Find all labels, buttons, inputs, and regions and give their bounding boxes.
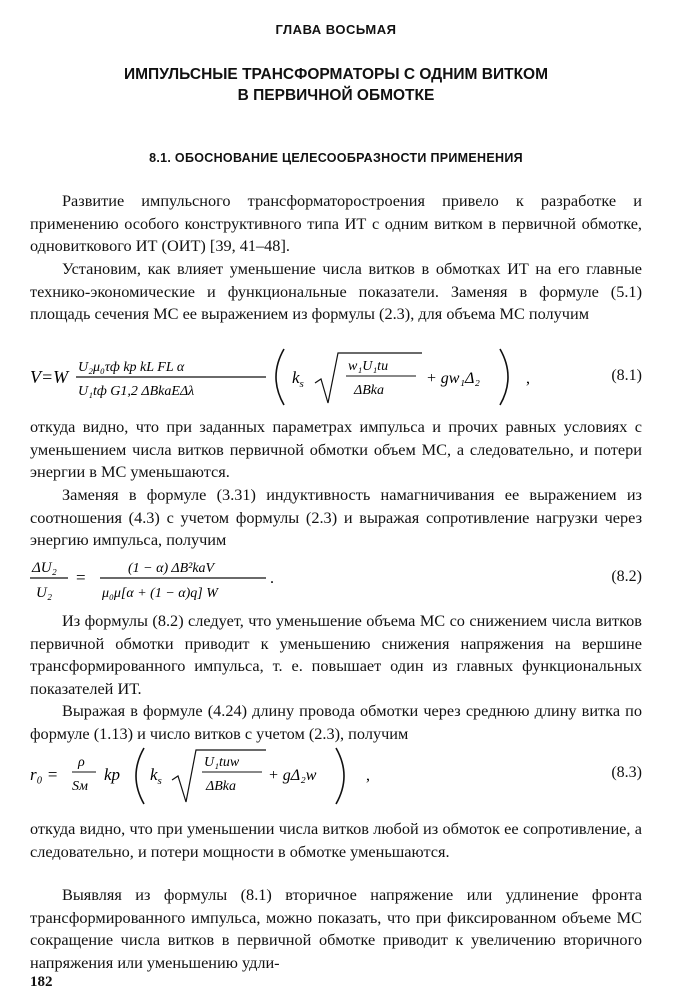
formula-8-2-lhs-denominator: U₂ xyxy=(36,585,53,601)
formula-8-3-left-paren xyxy=(136,748,144,804)
chapter-heading: ГЛАВА ВОСЬМАЯ xyxy=(275,22,397,37)
formula-8-2-equals: = xyxy=(76,568,86,587)
formula-8-2-number: (8.2) xyxy=(611,568,642,585)
formula-8-3-frac-numerator: ρ xyxy=(78,755,85,770)
formula-8-3-ks: $k_s$ xyxy=(150,765,162,787)
paragraph-8: Выявляя из формулы (8.1) вторичное напряжение или удлинение фронта трансформированного импульса, можно показать, что при фиксированном объеме МС сокращение числа витков в первичной обмотке приводит к увеличению вторичного напряжения или уменьшению удли- xyxy=(30,885,642,972)
formula-8-3-lhs: r₀ = xyxy=(30,765,59,784)
paragraph-5: Из формулы (8.2) следует, что уменьшение объема МС со снижением числа витков первичной обмотки приводит к уменьшению снижения напряжения на вершине трансформированного импульса, т. е. повышает один из главных функциональных показателей ИТ. xyxy=(30,611,642,698)
formula-8-3-tail: + gΔ₂w xyxy=(268,767,317,784)
paragraph-2: Установим, как влияет уменьшение числа витков в обмотках ИТ на его главные технико-экономические и функциональные показатели. Заменяя в формуле (5.1) площадь сечения МС ее выражением из формулы (2.3), для объема МС получим xyxy=(30,259,642,324)
formula-8-1-denominator: U₁tф G1,2 ΔBkaEΔλ xyxy=(78,384,195,399)
paragraph-4: Заменяя в формуле (3.31) индуктивность намагничивания ее выражением из соотношения (4.3) с учетом формулы (2.3) и выражая сопротивление нагрузки через энергию импульса, получим xyxy=(30,485,642,550)
formula-8-1-comma: , xyxy=(526,370,530,387)
paragraph-1: Развитие импульсного трансформаторостроения привело к разработке и применению особого конструктивного типа ИТ с одним витком в первичной обмотке, одновиткового ИТ (ОИТ) [39, 41–48]. xyxy=(30,191,642,256)
formula-8-3-graphic xyxy=(30,744,590,808)
page-number: 182 xyxy=(30,974,53,990)
formula-8-3-number: (8.3) xyxy=(611,764,642,781)
paragraph-6: Выражая в формуле (4.24) длину провода обмотки через среднюю длину витка по формуле (1.13) и число витков с учетом (2.3), получим xyxy=(30,701,642,743)
formula-8-3-radical-numerator: U₁tиw xyxy=(204,755,240,770)
chapter-title xyxy=(30,64,642,106)
formula-8-3-right-paren xyxy=(336,748,344,804)
formula-8-1-tail: + gw₁Δ₂ xyxy=(426,370,480,387)
section-heading: 8.1. ОБОСНОВАНИЕ ЦЕЛЕСООБРАЗНОСТИ ПРИМЕНЕНИЯ xyxy=(149,151,523,165)
formula-8-1-radical-numerator: w₁U₁tи xyxy=(348,359,389,374)
formula-8-3 xyxy=(30,744,642,808)
paragraph-3: откуда видно, что при заданных параметрах импульса и прочих равных условиях с уменьшением числа витков первичной обмотки объем МС, а следовательно, и потери энергии в МС уменьшаются. xyxy=(30,417,642,482)
chapter-title-line-1: ИМПУЛЬСНЫЕ ТРАНСФОРМАТОРЫ С ОДНИМ ВИТКОМ xyxy=(124,66,548,83)
formula-8-1-ks: $k_s$ xyxy=(292,368,304,390)
formula-8-3-radical-denominator: ΔBka xyxy=(206,779,236,794)
formula-8-1 xyxy=(30,345,642,409)
formula-8-1-right-paren xyxy=(500,349,508,405)
formula-8-3-kp: kp xyxy=(104,765,121,784)
formula-8-2-dot: . xyxy=(270,570,274,587)
chapter-title-line-2: В ПЕРВИЧНОЙ ОБМОТКЕ xyxy=(237,87,435,104)
book-page xyxy=(30,0,642,1000)
paragraph-7: откуда видно, что при уменьшении числа витков любой из обмоток ее сопротивление, а следовательно, и потери мощности в обмотке уменьшаются. xyxy=(30,819,642,861)
formula-8-1-number: (8.1) xyxy=(611,367,642,384)
formula-8-3-comma: , xyxy=(366,767,370,784)
formula-8-1-numerator: U₂μ₀τф kp kL FL α xyxy=(78,360,185,375)
formula-8-1-lhs: V=W xyxy=(30,367,69,387)
formula-8-1-radical-denominator: ΔBka xyxy=(354,383,384,398)
formula-8-1-left-paren xyxy=(276,349,284,405)
formula-8-2-graphic xyxy=(30,552,590,604)
formula-8-2-lhs-numerator: ΔU₂ xyxy=(32,560,57,576)
formula-8-2-numerator: (1 − α) ΔB²kaV xyxy=(128,561,215,576)
formula-8-3-frac-denominator: Sм xyxy=(72,779,88,794)
formula-8-2 xyxy=(30,552,642,604)
formula-8-1-graphic xyxy=(30,345,590,409)
formula-8-2-denominator: μ₀μ[α + (1 − α)q] W xyxy=(102,586,218,601)
